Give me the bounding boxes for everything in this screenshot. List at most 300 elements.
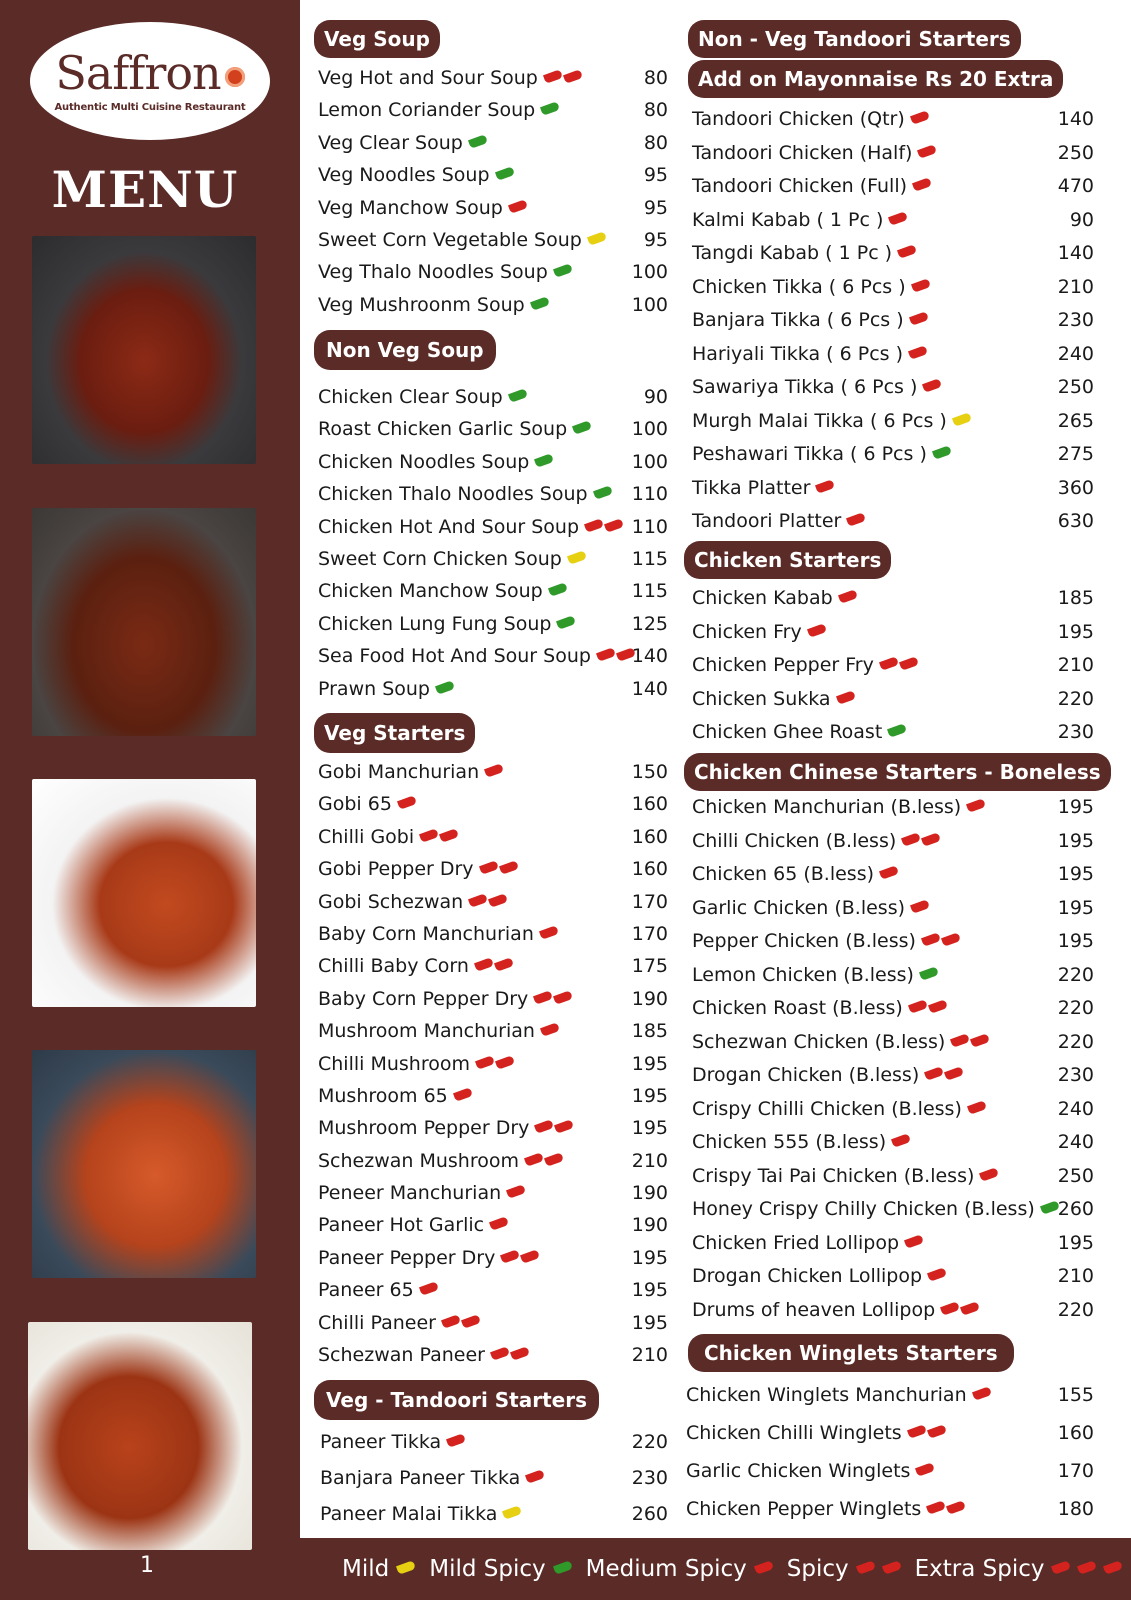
chili-red-icon: [966, 798, 986, 813]
menu-item-price: 220: [1057, 687, 1094, 710]
menu-item-name: Drums of heaven Lollipop: [692, 1298, 936, 1321]
menu-item-price: 195: [631, 1311, 668, 1334]
menu-item: [692, 137, 1094, 171]
menu-item-name: Chicken Roast (B.less): [692, 997, 903, 1019]
menu-item: [692, 582, 1094, 616]
menu-item: [692, 103, 1094, 137]
menu-item: [692, 1227, 1094, 1261]
menu-item-price: 260: [631, 1503, 668, 1525]
chili-red-icon: [940, 1301, 960, 1316]
menu-item-price: 250: [1057, 376, 1094, 398]
chili-green-icon: [556, 615, 576, 630]
menu-item-price: 220: [1057, 1030, 1094, 1053]
menu-item-name: Tangdi Kabab ( 1 Pc ): [692, 242, 893, 264]
menu-item-price: 170: [1057, 1460, 1094, 1482]
menu-item-price: 140: [1057, 242, 1094, 264]
menu-item-price: 210: [1057, 275, 1094, 298]
menu-item: [318, 224, 668, 256]
chili-red-icon: [474, 958, 494, 973]
menu-item: [318, 511, 668, 543]
chili-red-icon: [479, 860, 499, 875]
chili-red-icon: [488, 893, 508, 908]
section-title-veg-tandoori: Veg - Tandoori Starters: [314, 1380, 599, 1420]
menu-item-price: 100: [631, 450, 668, 473]
menu-item-name: Crispy Tai Pai Chicken (B.less): [692, 1164, 975, 1187]
menu-item-price: 160: [1057, 1422, 1094, 1444]
menu-item-name: Chicken 555 (B.less): [692, 1131, 887, 1153]
legend-item: [915, 1556, 1123, 1582]
chili-red-icon: [909, 311, 929, 326]
menu-item-price: 195: [1057, 1231, 1094, 1254]
chili-green-icon: [932, 445, 952, 460]
chili-red-icon: [836, 690, 856, 705]
chili-red-icon: [967, 1100, 987, 1115]
menu-item-price: 95: [643, 164, 668, 187]
menu-item-name: Garlic Chicken Winglets: [686, 1460, 911, 1482]
menu-item: [318, 950, 668, 982]
chili-red-icon: [534, 1119, 554, 1134]
menu-item-name: Chicken Clear Soup: [318, 386, 503, 408]
legend-item: [342, 1556, 415, 1582]
chili-red-icon: [494, 958, 514, 973]
menu-item-price: 110: [631, 515, 668, 538]
menu-item-price: 100: [631, 261, 668, 284]
menu-item: [692, 892, 1094, 926]
menu-item-name: Mushroom Pepper Dry: [318, 1117, 530, 1140]
chili-red-icon: [882, 1560, 902, 1575]
menu-item-name: Sweet Corn Vegetable Soup: [318, 228, 582, 251]
menu-item-name: Chicken Hot And Sour Soup: [318, 515, 580, 538]
chili-yellow-icon: [502, 1505, 522, 1520]
menu-item-price: 170: [631, 890, 668, 913]
saffron-dot-icon: [225, 67, 245, 87]
chili-red-icon: [419, 828, 439, 843]
menu-item-name: Chilli Baby Corn: [318, 955, 469, 978]
chicken-chinese-list: [692, 791, 1094, 1327]
menu-item: [692, 1160, 1094, 1194]
food-photo-prawns: [32, 1050, 256, 1278]
chili-red-icon: [941, 932, 961, 947]
chili-red-icon: [911, 278, 931, 293]
menu-item: [320, 1496, 668, 1532]
chili-red-icon: [596, 647, 616, 662]
menu-item-name: Veg Mushroonm Soup: [318, 293, 525, 316]
menu-item: [692, 1193, 1094, 1227]
chili-green-icon: [919, 966, 939, 981]
menu-item-name: Peneer Manchurian: [318, 1182, 502, 1205]
menu-item: [318, 192, 668, 224]
menu-item-price: 100: [631, 418, 668, 441]
chili-green-icon: [530, 296, 550, 311]
menu-item-name: Tandoori Chicken (Qtr): [692, 108, 905, 130]
menu-item-name: Chilli Chicken (B.less): [692, 829, 897, 852]
menu-item-name: Murgh Malai Tikka ( 6 Pcs ): [692, 409, 947, 432]
chili-red-icon: [461, 1314, 481, 1329]
menu-item-name: Tandoori Chicken (Half): [692, 141, 913, 164]
menu-title: MENU: [51, 160, 239, 219]
menu-item: [692, 616, 1094, 650]
chili-red-icon: [921, 932, 941, 947]
chili-red-icon: [754, 1560, 774, 1575]
menu-item-name: Chicken Pepper Fry: [692, 654, 874, 676]
menu-item: [692, 1093, 1094, 1127]
menu-item: [318, 756, 668, 788]
menu-item-name: Chicken Lung Fung Soup: [318, 612, 552, 635]
veg-tandoori-list: [320, 1424, 668, 1532]
chili-red-icon: [807, 623, 827, 638]
chili-red-icon: [897, 244, 917, 259]
menu-item-name: Tandoori Chicken (Full): [692, 175, 908, 197]
chili-red-icon: [446, 1433, 466, 1448]
menu-item-name: Pepper Chicken (B.less): [692, 930, 916, 952]
menu-item-price: 220: [1057, 963, 1094, 986]
menu-item-name: Chicken Thalo Noodles Soup: [318, 483, 588, 506]
menu-item-price: 195: [1057, 896, 1094, 919]
menu-item: [692, 683, 1094, 717]
menu-item-price: 110: [631, 483, 668, 506]
chili-red-icon: [453, 1087, 473, 1102]
menu-item: [318, 821, 668, 853]
brand-logo: [30, 22, 270, 140]
menu-item-price: 240: [1057, 1097, 1094, 1120]
chili-red-icon: [856, 1560, 876, 1575]
chili-red-icon: [1103, 1560, 1123, 1575]
menu-item-price: 260: [1057, 1198, 1094, 1220]
menu-item-price: 250: [1057, 1164, 1094, 1187]
menu-item-price: 230: [1057, 721, 1094, 743]
chili-red-icon: [584, 518, 604, 533]
menu-item-name: Gobi Schezwan: [318, 890, 464, 913]
menu-item-name: Drogan Chicken Lollipop: [692, 1265, 923, 1287]
menu-item-name: Chicken Pepper Winglets: [686, 1498, 922, 1520]
menu-item-name: Paneer Hot Garlic: [318, 1214, 485, 1237]
chili-red-icon: [838, 589, 858, 604]
brand-tagline: Authentic Multi Cuisine Restaurant: [54, 101, 246, 113]
chili-red-icon: [539, 925, 559, 940]
menu-item-name: Chicken Tikka ( 6 Pcs ): [692, 275, 906, 298]
menu-item-name: Sweet Corn Chicken Soup: [318, 547, 562, 570]
menu-item-name: Chilli Paneer: [318, 1311, 436, 1334]
legend-label: Spicy: [786, 1556, 849, 1582]
chili-yellow-icon: [567, 550, 587, 565]
chili-green-icon: [548, 583, 568, 598]
chili-red-icon: [926, 1500, 946, 1515]
menu-item-name: Garlic Chicken (B.less): [692, 896, 906, 919]
menu-item-name: Veg Hot and Sour Soup: [318, 67, 538, 89]
chili-red-icon: [475, 1055, 495, 1070]
menu-item-name: Chicken Manchurian (B.less): [692, 796, 962, 818]
chili-red-icon: [910, 899, 930, 914]
menu-item: [318, 413, 668, 445]
menu-item-price: 115: [631, 580, 668, 603]
menu-item-price: 195: [1057, 620, 1094, 643]
menu-item-name: Banjara Paneer Tikka: [320, 1467, 521, 1489]
menu-item-price: 195: [1057, 863, 1094, 885]
chili-red-icon: [540, 1022, 560, 1037]
menu-item-name: Chilli Mushroom: [318, 1052, 470, 1075]
menu-item-price: 80: [643, 131, 668, 154]
food-photo-tandoori: [32, 779, 256, 1007]
chili-red-icon: [468, 893, 488, 908]
chili-red-icon: [499, 860, 519, 875]
menu-item: [692, 791, 1094, 825]
menu-item: [318, 640, 668, 672]
menu-item: [318, 543, 668, 575]
menu-item: [692, 1294, 1094, 1328]
chili-red-icon: [506, 1184, 526, 1199]
chili-red-icon: [927, 1424, 947, 1439]
menu-item-name: Chicken Ghee Roast: [692, 721, 883, 743]
menu-item: [318, 1307, 668, 1339]
menu-item-name: Schezwan Paneer: [318, 1344, 485, 1367]
menu-item: [692, 271, 1094, 305]
menu-item: [686, 1452, 1094, 1490]
menu-item: [318, 918, 668, 950]
menu-item-name: Veg Thalo Noodles Soup: [318, 261, 548, 284]
menu-item-name: Veg Clear Soup: [318, 131, 463, 154]
chili-red-icon: [879, 656, 899, 671]
menu-item-price: 240: [1057, 342, 1094, 365]
menu-item-name: Chicken Sukka: [692, 687, 831, 710]
menu-item: [318, 673, 668, 705]
menu-item-price: 140: [1057, 108, 1094, 130]
chili-red-icon: [924, 1066, 944, 1081]
food-photo-lollipop: [32, 508, 256, 736]
food-photo-manchurian: [32, 236, 256, 464]
menu-item-price: 275: [1057, 443, 1094, 465]
chili-red-icon: [484, 763, 504, 778]
non-veg-tandoori-list: [692, 103, 1094, 539]
menu-item: [692, 1126, 1094, 1160]
menu-item-price: 175: [631, 955, 668, 978]
menu-item-name: Baby Corn Pepper Dry: [318, 987, 529, 1010]
menu-item-name: Gobi Pepper Dry: [318, 858, 474, 881]
menu-item-price: 210: [1057, 654, 1094, 676]
menu-item-price: 195: [631, 1246, 668, 1269]
menu-item-name: Hariyali Tikka ( 6 Pcs ): [692, 342, 903, 365]
brand-name: Saffron: [55, 45, 221, 100]
menu-item-name: Peshawari Tikka ( 6 Pcs ): [692, 443, 927, 465]
menu-item-name: Prawn Soup: [318, 677, 430, 700]
menu-item: [318, 256, 668, 288]
menu-item: [318, 446, 668, 478]
section-subtitle-mayonnaise: Add on Mayonnaise Rs 20 Extra: [688, 60, 1063, 98]
menu-item: [318, 853, 668, 885]
menu-item: [318, 983, 668, 1015]
chili-red-icon: [553, 990, 573, 1005]
menu-item-name: Kalmi Kabab ( 1 Pc ): [692, 208, 884, 231]
menu-item-price: 140: [631, 677, 668, 700]
menu-item-name: Chicken Fry: [692, 620, 802, 643]
menu-item-price: 240: [1057, 1131, 1094, 1153]
menu-item-price: 90: [1069, 208, 1094, 231]
food-photo-chicken-legs: [28, 1322, 252, 1550]
menu-item: [686, 1376, 1094, 1414]
menu-item-price: 95: [643, 228, 668, 251]
legend-label: Medium Spicy: [585, 1556, 747, 1582]
chili-yellow-icon: [952, 412, 972, 427]
chili-red-icon: [879, 865, 899, 880]
chili-red-icon: [899, 656, 919, 671]
menu-item-price: 360: [1057, 476, 1094, 499]
menu-item: [318, 381, 668, 413]
chili-red-icon: [544, 1152, 564, 1167]
menu-item-name: Roast Chicken Garlic Soup: [318, 418, 568, 441]
menu-item: [692, 1260, 1094, 1294]
chili-red-icon: [397, 796, 417, 811]
chili-red-icon: [441, 1314, 461, 1329]
menu-item-name: Chilli Gobi: [318, 825, 415, 848]
non-veg-soup-list: [318, 381, 668, 705]
legend-label: Mild: [342, 1556, 390, 1582]
chili-red-icon: [533, 990, 553, 1005]
menu-item-name: Honey Crispy Chilly Chicken (B.less): [692, 1198, 1035, 1220]
menu-item: [692, 170, 1094, 204]
chili-red-icon: [490, 1346, 510, 1361]
menu-item-name: Chicken Manchow Soup: [318, 580, 543, 603]
chili-green-icon: [593, 485, 613, 500]
menu-item-name: Schezwan Chicken (B.less): [692, 1030, 946, 1053]
menu-item: [318, 478, 668, 510]
chili-red-icon: [960, 1301, 980, 1316]
chicken-starters-list: [692, 582, 1094, 750]
menu-item-name: Drogan Chicken (B.less): [692, 1064, 920, 1086]
section-title-veg-soup: Veg Soup: [314, 20, 440, 58]
menu-item-name: Tandoori Platter: [692, 510, 842, 532]
menu-item-price: 190: [631, 1214, 668, 1237]
menu-item-price: 195: [1057, 796, 1094, 818]
menu-item-price: 185: [631, 1020, 668, 1043]
menu-item: [692, 237, 1094, 271]
chili-green-icon: [495, 166, 515, 181]
chili-red-icon: [908, 345, 928, 360]
menu-item: [692, 304, 1094, 338]
menu-item: [692, 204, 1094, 238]
legend-item: [787, 1556, 901, 1582]
menu-item: [686, 1414, 1094, 1452]
legend-item: [586, 1556, 773, 1582]
menu-item: [318, 1274, 668, 1306]
chili-green-icon: [540, 102, 560, 117]
menu-item-name: Paneer Malai Tikka: [320, 1503, 498, 1525]
chili-green-icon: [887, 723, 907, 738]
menu-item-price: 195: [631, 1052, 668, 1075]
menu-item-price: 95: [643, 196, 668, 219]
menu-item: [318, 886, 668, 918]
chili-red-icon: [543, 69, 563, 84]
veg-starters-list: [318, 756, 668, 1371]
menu-item-price: 230: [1057, 1064, 1094, 1086]
menu-item-price: 185: [1057, 587, 1094, 609]
menu-item: [692, 438, 1094, 472]
legend-item: [429, 1556, 571, 1582]
chili-red-icon: [510, 1346, 530, 1361]
chili-red-icon: [846, 512, 866, 527]
chili-red-icon: [508, 199, 528, 214]
chili-green-icon: [508, 388, 528, 403]
chili-red-icon: [972, 1386, 992, 1401]
menu-item-price: 195: [631, 1117, 668, 1140]
menu-item-name: Sea Food Hot And Sour Soup: [318, 645, 591, 668]
menu-item-price: 155: [1057, 1384, 1094, 1406]
menu-item-name: Gobi Manchurian: [318, 761, 480, 783]
chili-red-icon: [495, 1055, 515, 1070]
chili-green-icon: [553, 264, 573, 279]
menu-item: [692, 959, 1094, 993]
menu-item-name: Schezwan Mushroom: [318, 1149, 520, 1172]
menu-item: [320, 1424, 668, 1460]
menu-item: [318, 1112, 668, 1144]
chili-red-icon: [489, 1217, 509, 1232]
menu-item: [692, 505, 1094, 539]
legend-label: Mild Spicy: [429, 1556, 546, 1582]
menu-item-price: 470: [1057, 175, 1094, 197]
menu-item: [318, 1339, 668, 1371]
menu-item: [318, 1242, 668, 1274]
section-title-non-veg-soup: Non Veg Soup: [314, 330, 496, 370]
chicken-winglets-list: [686, 1376, 1094, 1528]
chili-red-icon: [944, 1066, 964, 1081]
chili-green-icon: [435, 680, 455, 695]
menu-item-price: 100: [631, 293, 668, 316]
chili-red-icon: [891, 1133, 911, 1148]
menu-item-price: 90: [643, 386, 668, 408]
menu-item: [692, 992, 1094, 1026]
chili-red-icon: [888, 211, 908, 226]
menu-item: [692, 925, 1094, 959]
menu-item-price: 180: [1057, 1498, 1094, 1520]
section-title-veg-starters: Veg Starters: [314, 713, 475, 753]
chili-red-icon: [917, 144, 937, 159]
menu-item: [692, 1026, 1094, 1060]
menu-item-name: Gobi 65: [318, 793, 392, 816]
chili-red-icon: [815, 479, 835, 494]
menu-item-price: 195: [1057, 930, 1094, 952]
menu-item-price: 115: [631, 547, 668, 570]
sidebar: [0, 0, 300, 1600]
menu-item: [692, 716, 1094, 750]
legend-label: Extra Spicy: [914, 1556, 1045, 1582]
menu-item: [318, 1048, 668, 1080]
chili-red-icon: [520, 1249, 540, 1264]
menu-item-price: 265: [1057, 409, 1094, 432]
menu-item: [318, 1015, 668, 1047]
menu-item: [686, 1490, 1094, 1528]
menu-item: [318, 575, 668, 607]
menu-item-name: Chicken Chilli Winglets: [686, 1422, 902, 1444]
chili-green-icon: [468, 134, 488, 149]
menu-item: [318, 159, 668, 191]
menu-item-price: 160: [631, 793, 668, 816]
chili-red-icon: [912, 177, 932, 192]
menu-item-name: Lemon Chicken (B.less): [692, 963, 914, 986]
menu-item: [692, 371, 1094, 405]
chili-yellow-icon: [587, 231, 607, 246]
menu-item-name: Chicken Noodles Soup: [318, 450, 530, 473]
chili-red-icon: [921, 832, 941, 847]
section-title-chicken-winglets: Chicken Winglets Starters: [688, 1334, 1014, 1372]
menu-item: [318, 608, 668, 640]
menu-item-price: 630: [1057, 510, 1094, 532]
menu-item-price: 125: [631, 612, 668, 635]
menu-item-price: 150: [631, 761, 668, 783]
menu-item-name: Lemon Coriander Soup: [318, 99, 536, 122]
section-title-non-veg-tandoori: Non - Veg Tandoori Starters: [688, 20, 1021, 58]
menu-item: [318, 62, 668, 94]
menu-item-price: 190: [631, 987, 668, 1010]
menu-item: [692, 825, 1094, 859]
menu-item-name: Banjara Tikka ( 6 Pcs ): [692, 309, 904, 331]
